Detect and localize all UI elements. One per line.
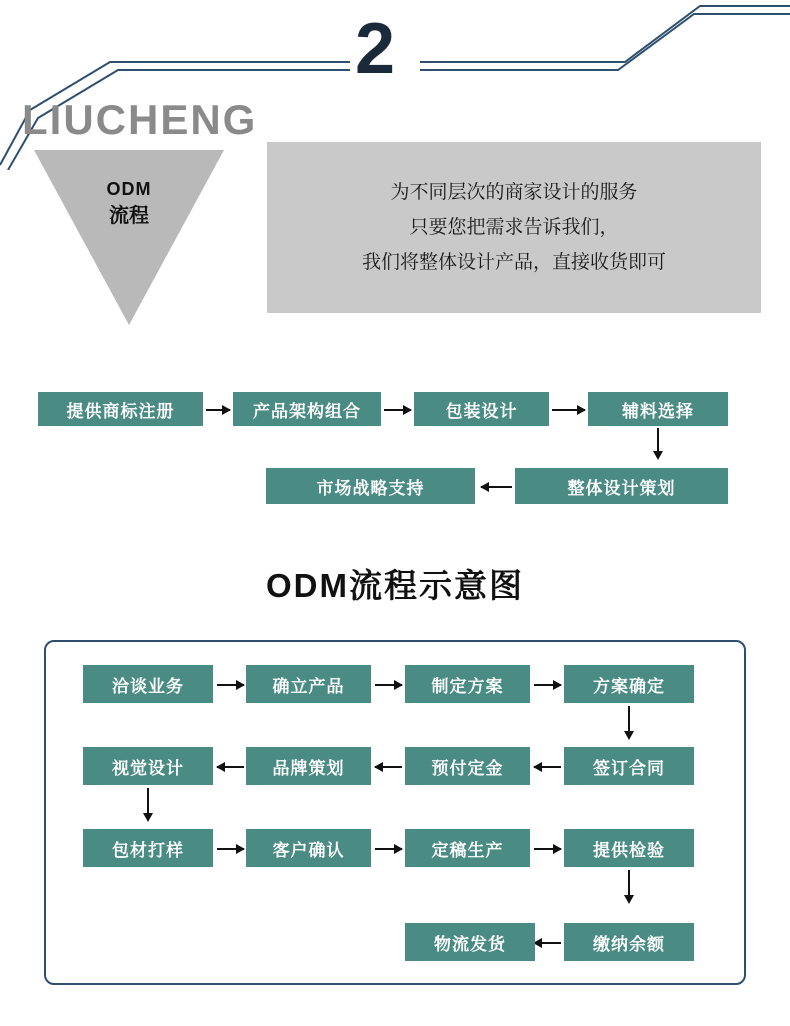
arrow-odm-12-down [628, 870, 630, 896]
description-line-3: 我们将整体设计产品，直接收货即可 [361, 252, 666, 274]
odm-flow-box-11: 定稿生产 [405, 829, 530, 867]
arrow-top-4-down [657, 428, 659, 452]
arrow-top-2-3 [384, 409, 411, 411]
odm-flow-box-2: 确立产品 [246, 665, 371, 703]
brand-wordmark: LIUCHENG [22, 96, 258, 143]
arrow-odm-8-7 [534, 766, 561, 768]
top-flow-box-5: 市场战略支持 [266, 468, 475, 504]
odm-triangle-badge [34, 150, 224, 325]
arrow-odm-1-2 [217, 684, 244, 686]
section-number: 2 [355, 9, 395, 89]
arrow-odm-11-12 [534, 848, 561, 850]
top-flow-box-4: 辅料选择 [588, 392, 728, 426]
description-box [267, 142, 761, 313]
odm-flow-box-6: 品牌策划 [246, 747, 371, 785]
odm-flow-box-9: 包材打样 [83, 829, 213, 867]
odm-flow-box-14: 缴纳余额 [564, 923, 694, 961]
arrow-odm-9-10 [217, 848, 244, 850]
description-line-2: 只要您把需求告诉我们， [409, 216, 619, 238]
odm-flow-box-5: 视觉设计 [83, 747, 213, 785]
arrow-odm-10-11 [375, 848, 402, 850]
triangle-label-line2: 流程 [109, 205, 149, 228]
arrow-odm-14-13 [534, 942, 561, 944]
odm-flow-box-4: 方案确定 [564, 665, 694, 703]
odm-flow-box-12: 提供检验 [564, 829, 694, 867]
odm-flow-box-13: 物流发货 [405, 923, 535, 961]
arrow-odm-6-5 [217, 766, 244, 768]
arrow-top-6-5 [481, 486, 512, 488]
odm-flow-box-10: 客户确认 [246, 829, 371, 867]
top-flow-box-6: 整体设计策划 [515, 468, 728, 504]
top-flow-box-1: 提供商标注册 [38, 392, 203, 426]
odm-flow-box-7: 预付定金 [405, 747, 530, 785]
triangle-label [34, 176, 224, 231]
arrow-odm-7-6 [375, 766, 402, 768]
description-line-1: 为不同层次的商家设计的服务 [390, 181, 638, 203]
odm-flow-box-1: 洽谈业务 [83, 665, 213, 703]
arrow-odm-4-down [628, 706, 630, 732]
arrow-odm-2-3 [375, 684, 402, 686]
triangle-label-line1: ODM [106, 179, 152, 199]
arrow-top-1-2 [206, 409, 230, 411]
odm-flow-box-8: 签订合同 [564, 747, 694, 785]
top-flow-box-2: 产品架构组合 [233, 392, 381, 426]
arrow-odm-5-down [147, 788, 149, 814]
odm-flow-box-3: 制定方案 [405, 665, 530, 703]
arrow-top-3-4 [552, 409, 585, 411]
arrow-odm-3-4 [534, 684, 561, 686]
top-flow-box-3: 包装设计 [414, 392, 549, 426]
section-title: ODM流程示意图 [266, 567, 524, 604]
